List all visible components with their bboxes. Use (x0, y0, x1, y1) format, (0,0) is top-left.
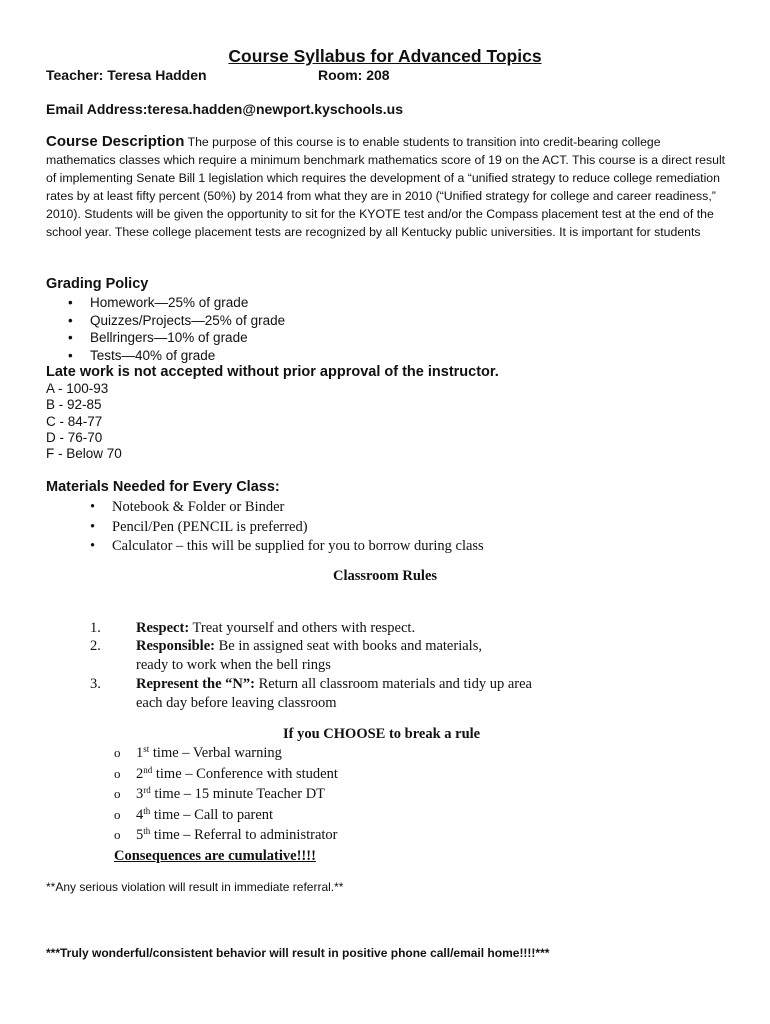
grade-f: F - Below 70 (46, 446, 122, 462)
grading-scale (46, 381, 122, 462)
ordinal-suffix: st (143, 744, 150, 754)
materials-heading: Materials Needed for Every Class: (46, 479, 280, 495)
consequence-number: 2 (136, 765, 144, 782)
ordinal-suffix: th (143, 826, 151, 836)
consequence-number: 5 (136, 827, 144, 843)
list-item (114, 764, 338, 785)
list-item: • Pencil/Pen (PENCIL is preferred) (90, 518, 484, 538)
list-item: • Bellringers—10% of grade (68, 329, 285, 347)
late-work-policy: Late work is not accepted without prior approval of the instructor. (46, 364, 499, 380)
rule-description: Treat yourself and others with respect. (192, 620, 416, 636)
list-item (114, 805, 338, 826)
grade-b: B - 92-85 (46, 397, 102, 413)
rule-number: 1. (90, 620, 101, 636)
consequence-number: 3 (136, 786, 144, 802)
rule-text (136, 619, 616, 638)
consequences-heading: If you CHOOSE to break a rule (283, 726, 481, 742)
course-description-heading: Course Description (46, 133, 185, 150)
grading-policy-heading: Grading Policy (46, 276, 149, 292)
rule-label: Respect: (136, 620, 190, 636)
teacher-name: Teacher: Teresa Hadden (46, 67, 207, 83)
consequence-text: time – Call to parent (153, 806, 274, 823)
rule-label: Responsible: (136, 638, 215, 654)
rule-label: Represent the “N”: (136, 676, 255, 692)
rule-description: Be in assigned seat with books and materials, ready to work when the bell rings (136, 638, 482, 673)
course-description-text: The purpose of this course is to enable students to transition into credit-bearing college mathematics classes which require a minimum benchmark mathematics score of 19 on the ACT. This course is a direct result of implementing Senate Bill 1 legislation which requires the development of a “unified strategy to reduce college remediation rates by at least fifty percent (50%) by 2014 from what they are in 2010 (“Unified strategy for college and career readiness,” 2010). Students will be given the opportunity to sit for the KYOTE test and/or the Compass placement test at the end of the school year. These college placement tests are recognized by all Kentucky public universities. It is important for students (46, 135, 726, 239)
list-item (114, 784, 338, 805)
consequence-text: time – Verbal warning (152, 745, 282, 761)
list-item: • Quizzes/Projects—25% of grade (68, 312, 285, 330)
grading-list (68, 294, 285, 364)
serious-violation-note: **Any serious violation will result in immediate referral.** (46, 880, 344, 894)
list-item: • Homework—25% of grade (68, 294, 285, 312)
materials-list (90, 498, 484, 557)
classroom-rules-heading: Classroom Rules (332, 568, 438, 584)
ordinal-suffix: nd (143, 764, 153, 775)
rule-number: 3. (90, 676, 101, 692)
consequence-number: 1 (136, 745, 144, 761)
rule-text (136, 637, 516, 674)
rule-description: Return all classroom materials and tidy up area each day before leaving classroom (136, 676, 532, 711)
consequence-text: time – Conference with student (155, 765, 338, 782)
course-description (46, 133, 731, 241)
list-item (114, 825, 338, 846)
rule-text (136, 675, 556, 712)
list-item: • Calculator – this will be supplied for you to borrow during class (90, 537, 484, 557)
positive-behavior-note: ***Truly wonderful/consistent behavior will result in positive phone call/email home!!!!*** (46, 946, 550, 960)
grade-c: C - 84-77 (46, 413, 103, 429)
consequence-text: time – Referral to administrator (153, 827, 338, 843)
list-item: • Tests—40% of grade (68, 347, 285, 365)
list-item: • Notebook & Folder or Binder (90, 498, 484, 518)
list-item (114, 743, 338, 764)
consequence-number: 4 (136, 806, 144, 823)
room-number: Room: 208 (318, 67, 390, 83)
rule-number: 2. (90, 638, 101, 654)
email-address: Email Address:teresa.hadden@newport.kyschools.us (46, 101, 404, 117)
consequences-cumulative: Consequences are cumulative!!!! (114, 848, 316, 864)
ordinal-suffix: rd (143, 785, 151, 795)
grade-a: A - 100-93 (46, 381, 109, 396)
page-title: Course Syllabus for Advanced Topics (228, 46, 542, 66)
grade-d: D - 76-70 (46, 429, 103, 445)
consequence-text: time – 15 minute Teacher DT (154, 786, 326, 802)
ordinal-suffix: th (143, 805, 151, 816)
consequences-list (114, 743, 338, 846)
